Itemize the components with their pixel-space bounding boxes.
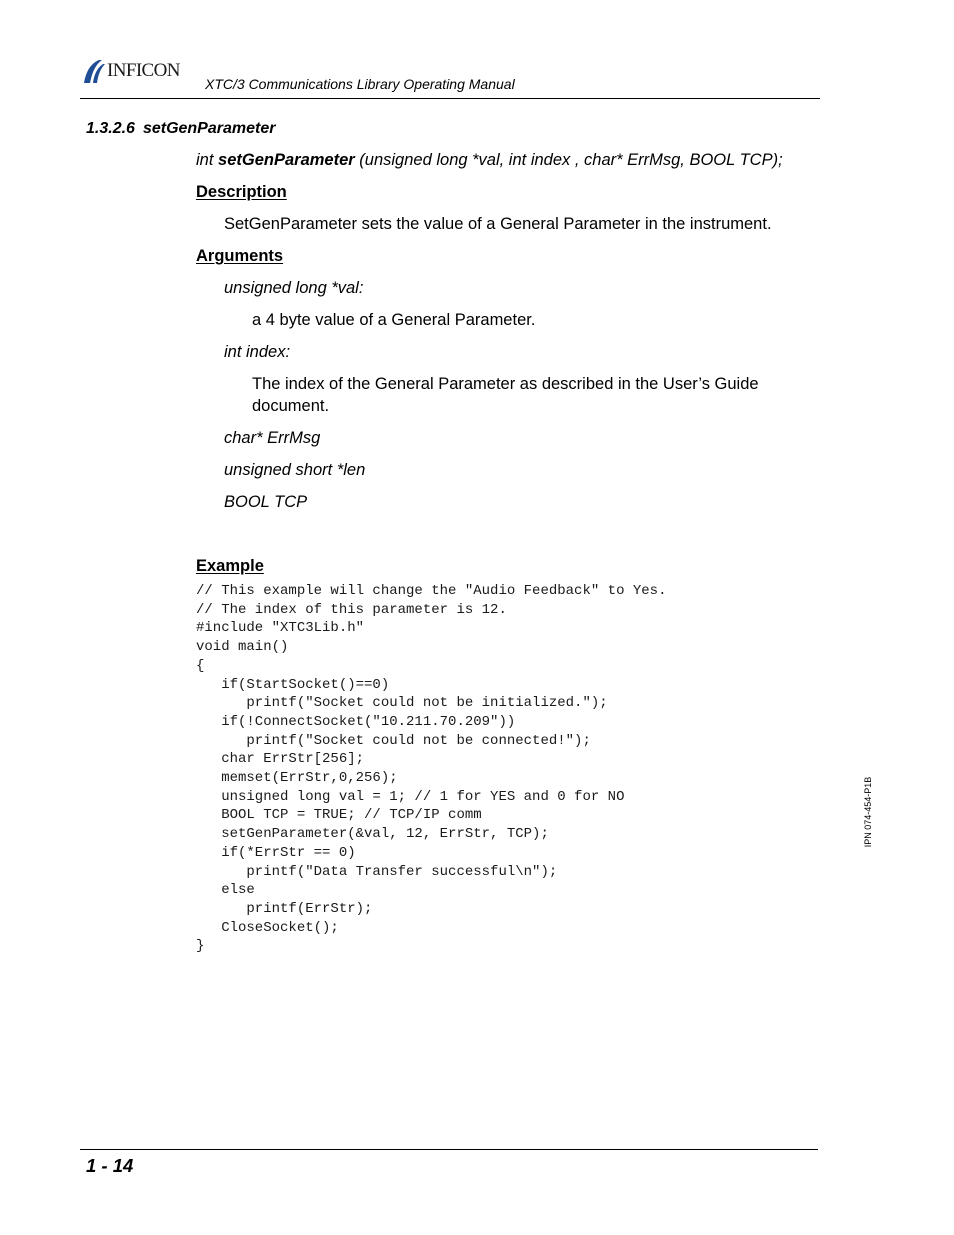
section-title: setGenParameter xyxy=(142,120,276,137)
code-line: printf("Socket could not be connected!"); xyxy=(196,732,591,749)
code-line: if(StartSocket()==0) xyxy=(196,676,390,693)
ipn-side-label: IPN 074-454-P1B xyxy=(863,776,873,848)
code-line: // This example will change the "Audio Feedback" to Yes. xyxy=(196,583,667,599)
argument-name: BOOL TCP xyxy=(224,493,308,511)
argument-name: int index: xyxy=(224,343,291,361)
argument-name: unsigned long *val: xyxy=(224,279,364,297)
code-line: printf("Socket could not be initialized."); xyxy=(196,695,608,712)
signature-function-name: setGenParameter xyxy=(218,151,355,169)
footer-divider xyxy=(80,1149,818,1150)
code-line: BOOL TCP = TRUE; // TCP/IP comm xyxy=(196,807,482,824)
code-line: else xyxy=(196,882,255,899)
argument-name: char* ErrMsg xyxy=(224,429,321,447)
code-line: // The index of this parameter is 12. xyxy=(196,601,507,618)
code-line: setGenParameter(&val, 12, ErrStr, TCP); xyxy=(196,826,549,843)
inficon-logo-icon xyxy=(80,58,106,84)
manual-title: XTC/3 Communications Library Operating Manual xyxy=(205,76,515,92)
argument-name: unsigned short *len xyxy=(224,461,366,479)
arguments-heading: Arguments xyxy=(196,247,284,265)
code-line: printf("Data Transfer successful\n"); xyxy=(196,863,558,880)
function-signature xyxy=(196,150,783,170)
signature-return-type: int xyxy=(196,151,214,169)
code-line: #include "XTC3Lib.h" xyxy=(196,620,365,637)
example-code-block xyxy=(196,582,666,956)
logo-wordmark: INFICON xyxy=(107,60,180,81)
argument-description: The index of the General Parameter as described in the User’s Guide document. xyxy=(252,375,759,415)
signature-params: (unsigned long *val, int index , char* ErrMsg, BOOL TCP); xyxy=(359,151,783,169)
page-number: 1 - 14 xyxy=(86,1155,134,1176)
code-line: CloseSocket(); xyxy=(196,919,339,936)
code-line: if(*ErrStr == 0) xyxy=(196,844,356,861)
code-line: memset(ErrStr,0,256); xyxy=(196,770,398,787)
code-line: } xyxy=(196,938,205,955)
code-line: void main() xyxy=(196,639,289,656)
section-heading xyxy=(86,119,275,139)
code-line: if(!ConnectSocket("10.211.70.209")) xyxy=(196,713,516,730)
argument-description: a 4 byte value of a General Parameter. xyxy=(252,311,536,329)
header-divider xyxy=(80,98,820,99)
code-line: char ErrStr[256]; xyxy=(196,751,365,768)
code-line: { xyxy=(196,657,205,674)
description-heading: Description xyxy=(196,183,287,201)
code-line: printf(ErrStr); xyxy=(196,900,373,917)
section-number: 1.3.2.6 xyxy=(86,120,135,137)
description-text: SetGenParameter sets the value of a General Parameter in the instrument. xyxy=(224,215,772,233)
code-line: unsigned long val = 1; // 1 for YES and 0 for NO xyxy=(196,788,625,805)
example-heading: Example xyxy=(196,557,264,575)
inficon-logo xyxy=(80,58,180,84)
